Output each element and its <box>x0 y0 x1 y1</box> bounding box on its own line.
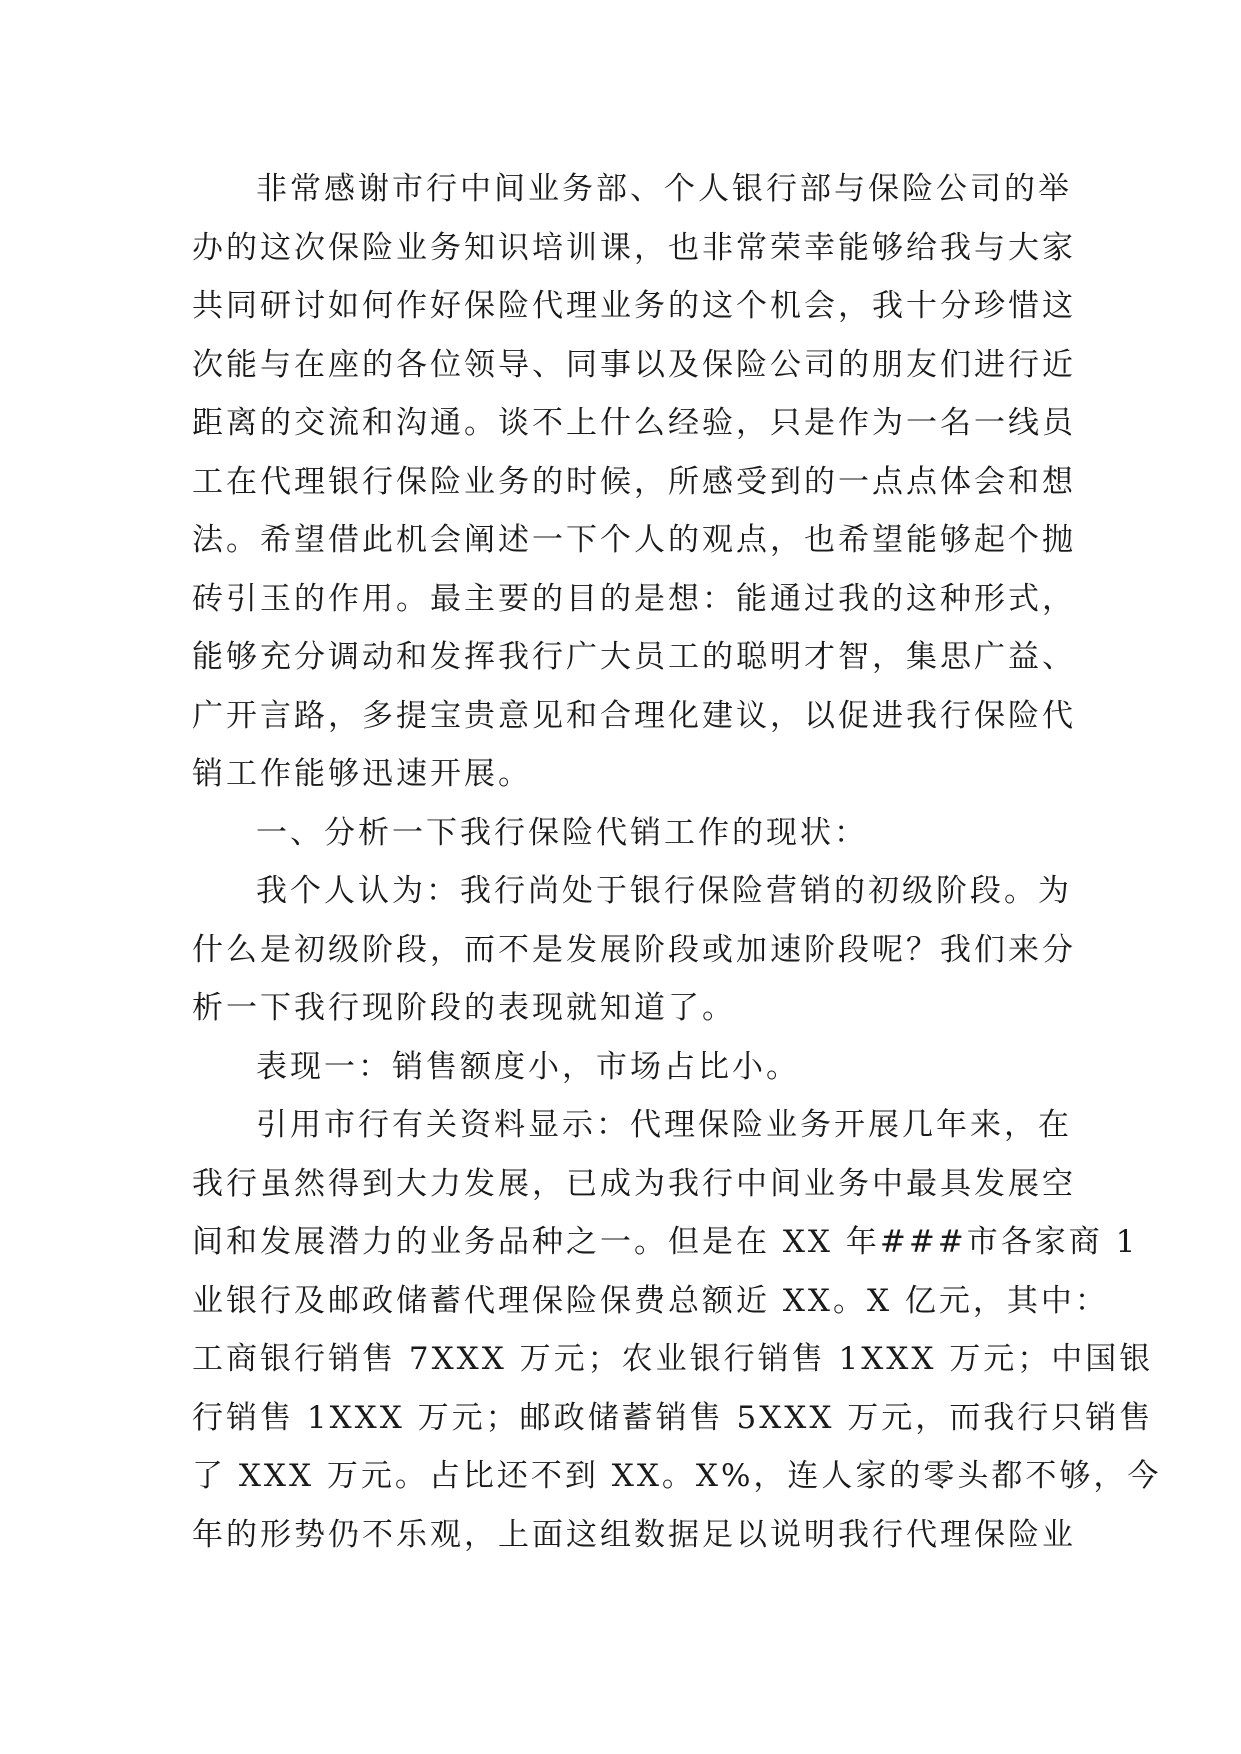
text-line: 工商银行销售 7XXX 万元；农业银行销售 1XXX 万元；中国银 <box>192 1341 1154 1377</box>
text-line: 法。希望借此机会阐述一下个人的观点，也希望能够起个抛 <box>192 522 1076 558</box>
text-line: 次能与在座的各位领导、同事以及保险公司的朋友们进行近 <box>192 346 1076 383</box>
text-line: 年的形势仍不乐观，上面这组数据足以说明我行代理保险业 <box>192 1516 1076 1553</box>
text-line: 间和发展潜力的业务品种之一。但是在 XX 年###市各家商 1 <box>192 1224 1139 1260</box>
text-line: 引用市行有关资料显示：代理保险业务开展几年来，在 <box>256 1107 1072 1143</box>
text-line: 析一下我行现阶段的表现就知道了。 <box>192 990 736 1026</box>
text-line: 一、分析一下我行保险代销工作的现状： <box>256 814 868 851</box>
text-line: 工在代理银行保险业务的时候，所感受到的一点点体会和想 <box>192 463 1076 500</box>
text-line: 能够充分调动和发挥我行广大员工的聪明才智，集思广益、 <box>192 639 1076 675</box>
body-text <box>192 160 1162 1564</box>
text-line: 我行虽然得到大力发展，已成为我行中间业务中最具发展空 <box>192 1165 1076 1202</box>
text-line: 表现一：销售额度小，市场占比小。 <box>256 1048 800 1085</box>
text-line: 非常感谢市行中间业务部、个人银行部与保险公司的举 <box>256 171 1072 207</box>
text-line: 行销售 1XXX 万元；邮政储蓄销售 5XXX 万元，而我行只销售 <box>192 1399 1154 1436</box>
text-line: 共同研讨如何作好保险代理业务的这个机会，我十分珍惜这 <box>192 288 1076 324</box>
text-line: 了 XXX 万元。占比还不到 XX。X%，连人家的零头都不够，今 <box>192 1458 1162 1494</box>
text-line: 销工作能够迅速开展。 <box>192 756 532 792</box>
text-line: 业银行及邮政储蓄代理保险保费总额近 XX。X 亿元，其中： <box>192 1282 1109 1319</box>
text-line: 我个人认为：我行尚处于银行保险营销的初级阶段。为 <box>256 873 1072 909</box>
text-line: 什么是初级阶段，而不是发展阶段或加速阶段呢？我们来分 <box>192 931 1076 968</box>
text-line: 办的这次保险业务知识培训课，也非常荣幸能够给我与大家 <box>192 229 1076 266</box>
text-line: 砖引玉的作用。最主要的目的是想：能通过我的这种形式， <box>192 580 1076 617</box>
text-line: 距离的交流和沟通。谈不上什么经验，只是作为一名一线员 <box>192 405 1076 441</box>
text-line: 广开言路，多提宝贵意见和合理化建议，以促进我行保险代 <box>192 697 1076 734</box>
